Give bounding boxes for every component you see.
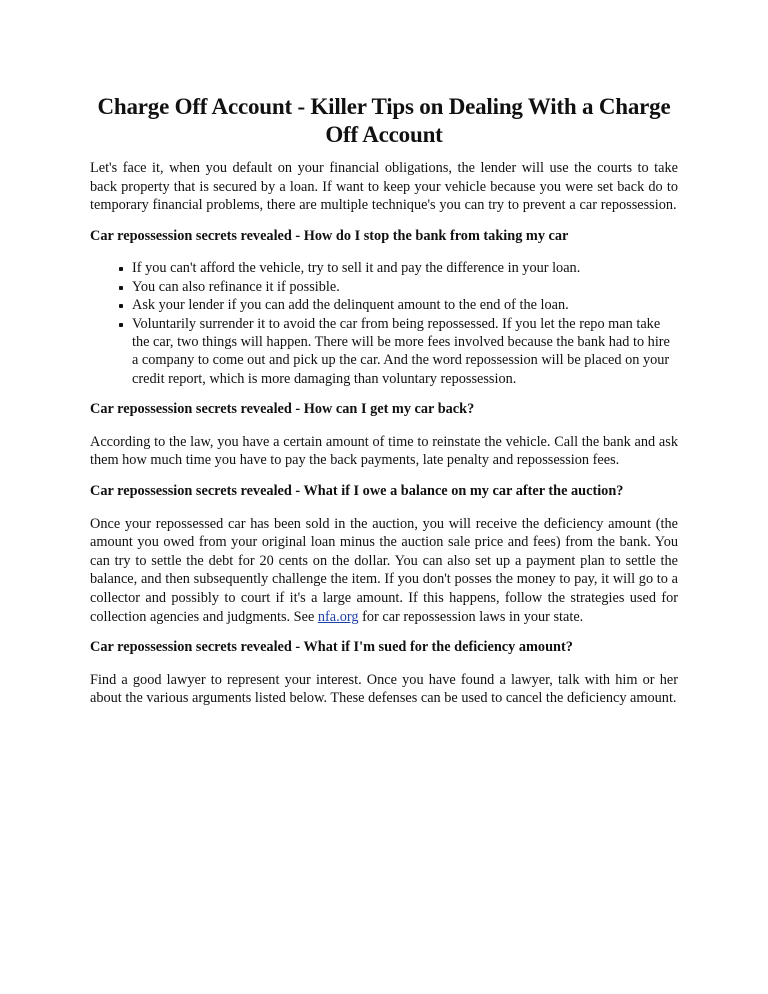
nfa-link[interactable]: nfa.org xyxy=(317,608,359,625)
paragraph-text: for car repossession laws in your state. xyxy=(358,608,584,625)
paragraph-text: Once your repossessed car has been sold in the auction, you will receive the deficiency amount (the amount you owed from your original loan minus the auction sale price and fees) from the bank. You can try to settle the debt for 20 cents on the dollar. You can also set up a payment plan to settle the balance, and then subsequently challenge the item. If you don't posses the money to pay, it will go to a collector and possibly to court if it's a large amount. If this happens, follow the strategies used for collection agencies and judgments. See xyxy=(90,515,678,625)
list-item-text: You can also refinance it if possible. xyxy=(132,278,340,295)
document-page xyxy=(90,93,678,720)
list-item xyxy=(90,259,678,277)
section-paragraph-owe-balance xyxy=(90,515,678,627)
list-item-text: Voluntarily surrender it to avoid the car from being repossessed. If you let the repo man take the car, two things will happen. There will be more fees involved because the bank had to hire a company to come out and pick up the car. And the word repossession will be placed on your credit report, which is more damaging than voluntary repossession. xyxy=(132,315,670,387)
section-heading-owe-balance: Car repossession secrets revealed - What if I owe a balance on my car after the auction? xyxy=(90,483,624,499)
intro-paragraph: Let's face it, when you default on your financial obligations, the lender will use the courts to take back property that is secured by a loan. If want to keep your vehicle because you were set back do to temporary financial problems, there are multiple technique's you can try to prevent a car repossession. xyxy=(90,160,678,214)
list-item xyxy=(90,278,678,296)
bullet-icon xyxy=(119,304,123,308)
list-item xyxy=(90,315,678,389)
bullet-icon xyxy=(119,286,123,290)
list-item-text: If you can't afford the vehicle, try to sell it and pay the difference in your loan. xyxy=(132,260,581,277)
bullet-icon xyxy=(119,323,123,327)
section-heading-get-car-back: Car repossession secrets revealed - How can I get my car back? xyxy=(90,401,475,418)
section-heading-sued-deficiency: Car repossession secrets revealed - What if I'm sued for the deficiency amount? xyxy=(90,639,573,656)
bullet-icon xyxy=(119,267,123,271)
tips-list xyxy=(90,259,678,388)
section-paragraph-sued-deficiency: Find a good lawyer to represent your interest. Once you have found a lawyer, talk with him or her about the various arguments listed below. These defenses can be used to cancel the deficiency amount. xyxy=(90,671,678,707)
section-heading-stop-bank: Car repossession secrets revealed - How do I stop the bank from taking my car xyxy=(90,227,569,244)
page-title: Charge Off Account - Killer Tips on Dealing With a Charge Off Account xyxy=(97,94,671,147)
list-item xyxy=(90,296,678,314)
section-paragraph-get-car-back: According to the law, you have a certain amount of time to reinstate the vehicle. Call the bank and ask them how much time you have to pay the back payments, late penalty and repossession fees. xyxy=(90,433,678,469)
list-item-text: Ask your lender if you can add the delinquent amount to the end of the loan. xyxy=(132,297,569,314)
